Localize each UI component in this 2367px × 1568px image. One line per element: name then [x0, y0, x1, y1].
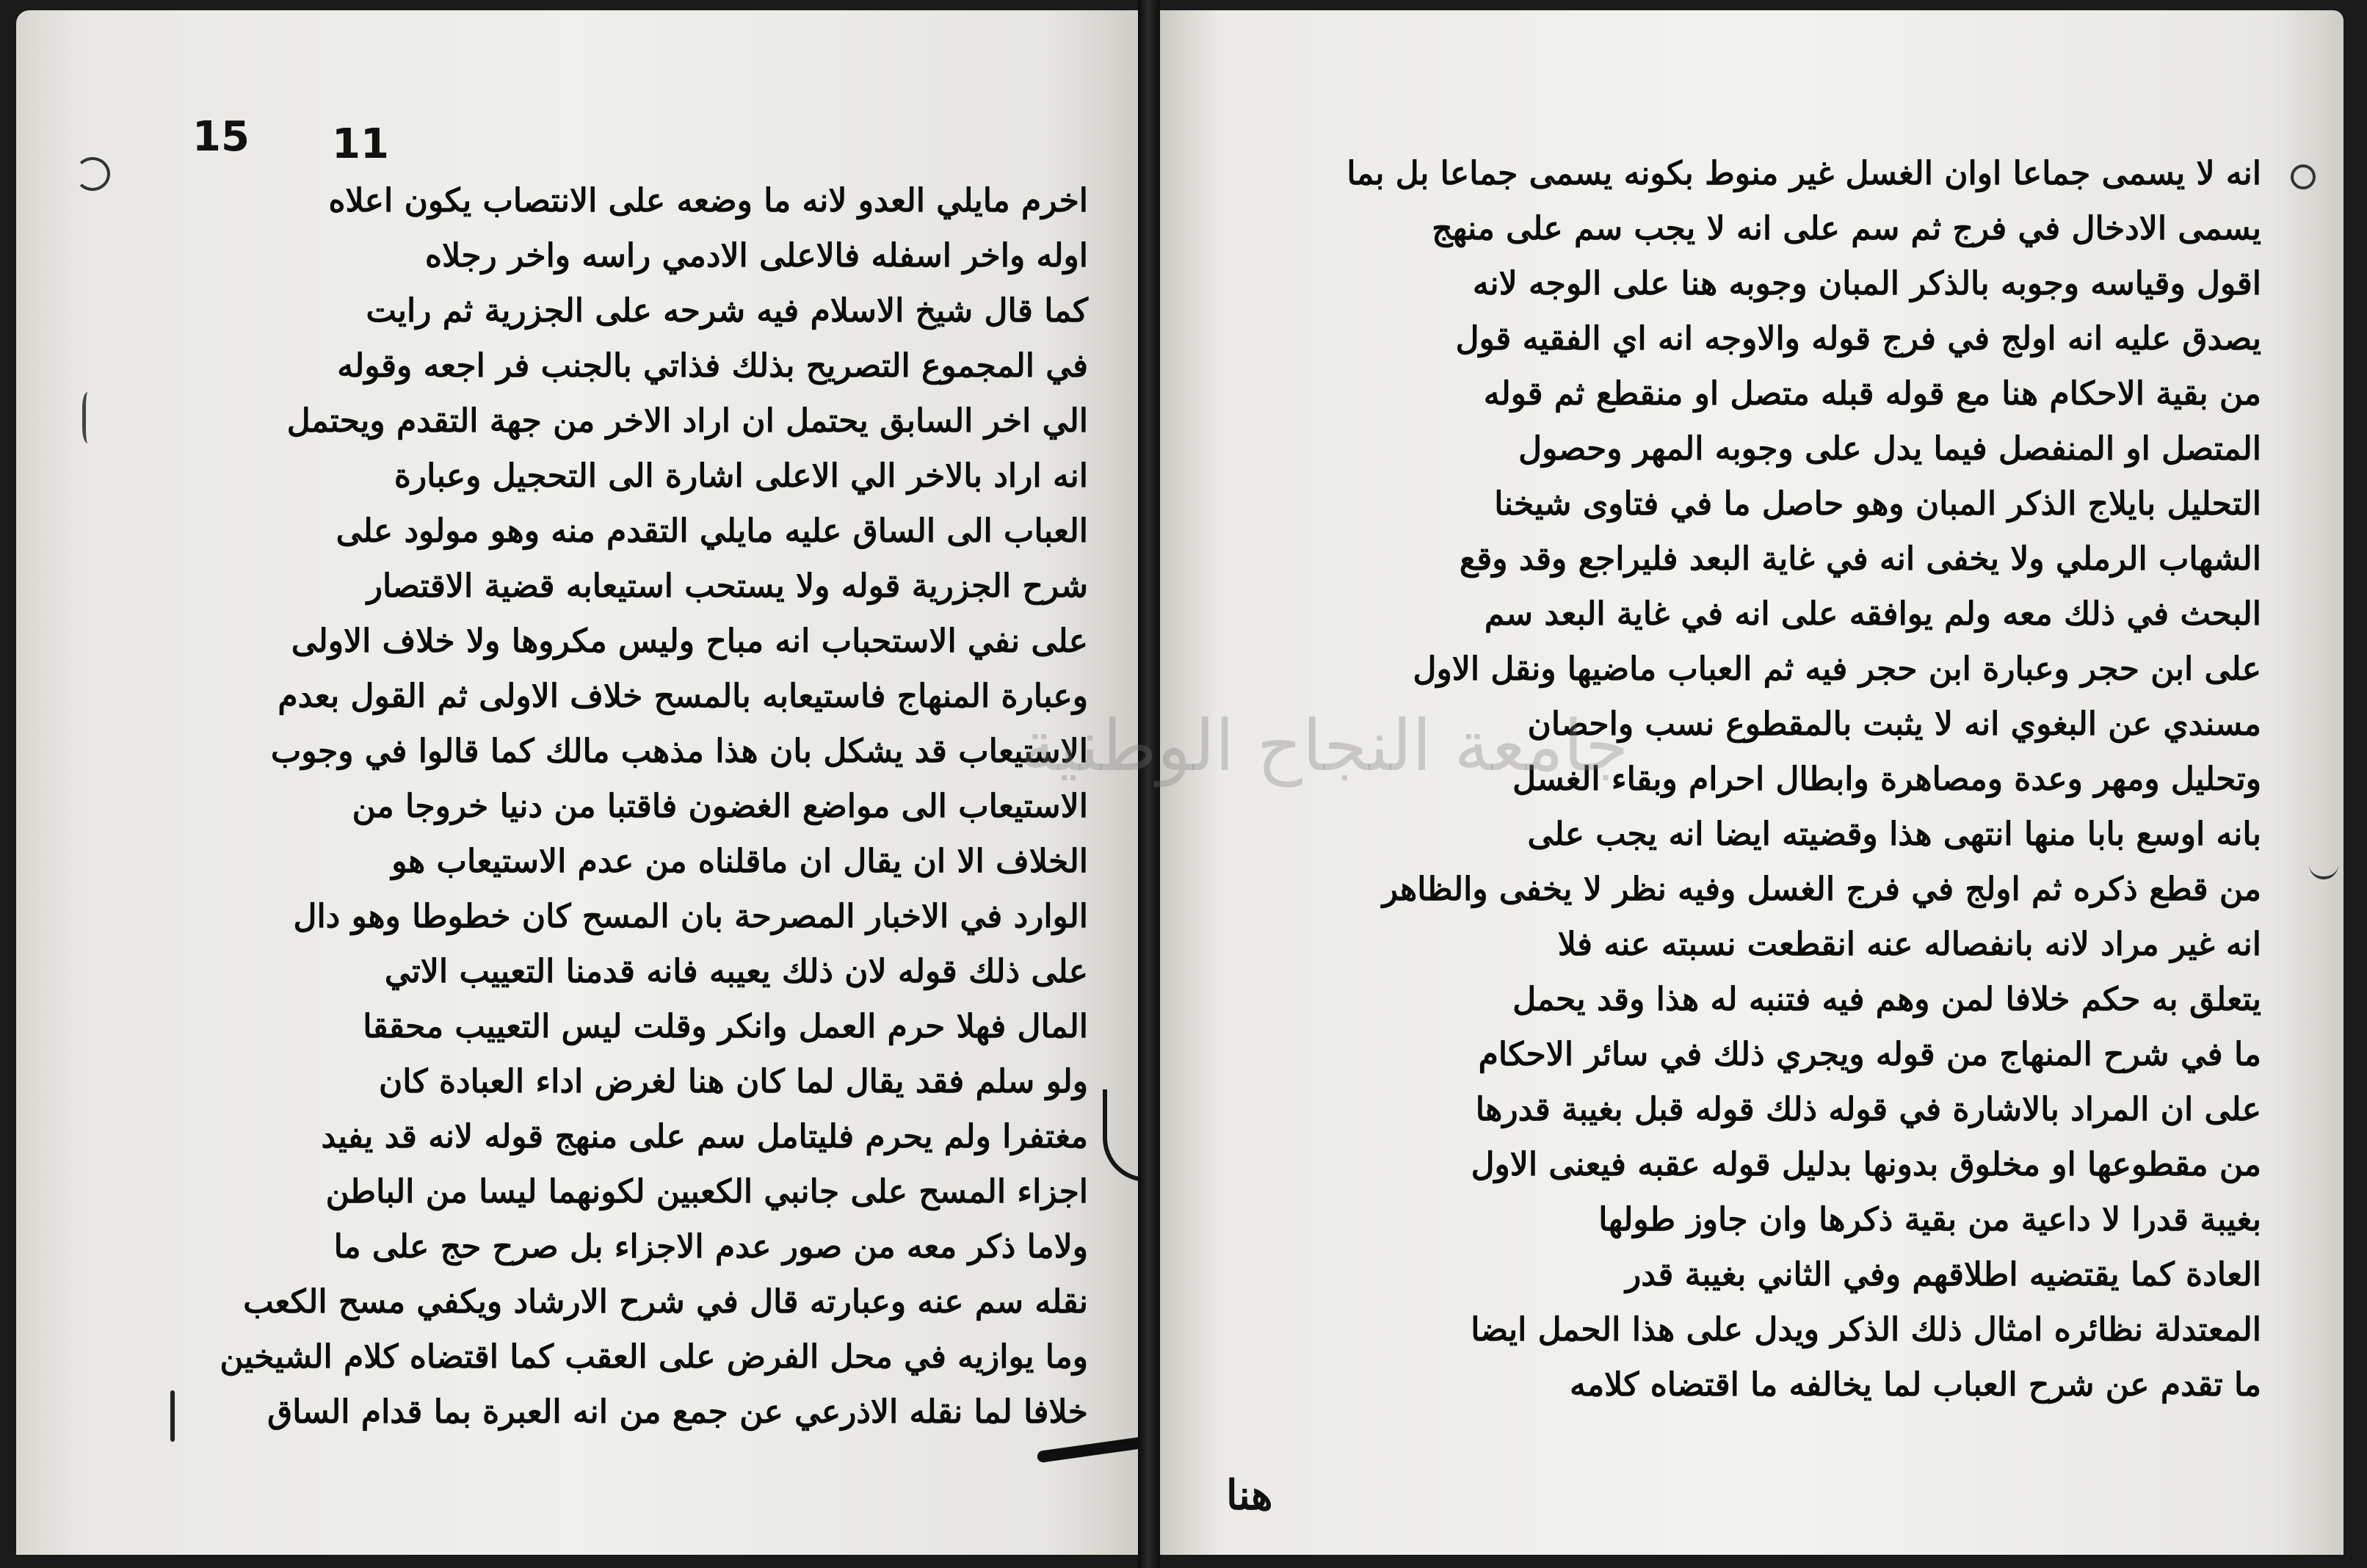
library-watermark: جامعة النجاح الوطنية	[1021, 705, 1629, 787]
text-line: التحليل بايلاج الذكر المبان وهو حاصل ما في فتاوى شيخنا	[1494, 485, 2261, 523]
text-line: من مقطوعها او مخلوق بدونها بدليل قوله عقبه فيعنى الاول	[1471, 1146, 2261, 1183]
margin-stroke-mark	[82, 392, 101, 443]
text-line: الاستيعاب قد يشكل بان هذا مذهب مالك كما قالوا في وجوب	[270, 733, 1088, 770]
text-line: على ابن حجر وعبارة ابن حجر فيه ثم العباب ماضيها ونقل الاول	[1413, 650, 2261, 688]
text-line: كما قال شيخ الاسلام فيه شرحه على الجزرية ثم رايت	[366, 292, 1088, 330]
text-line: بانه اوسع بابا منها انتهى هذا وقضيته ايضا انه يجب على	[1527, 816, 2261, 853]
text-line: الوارد في الاخبار المصرحة بان المسح كان خطوطا وهو دال	[293, 898, 1088, 935]
text-line: يصدق عليه انه اولج في فرج قوله والاوجه انه اي الفقيه قول	[1455, 320, 2261, 357]
text-line: من قطع ذكره ثم اولج في فرج الغسل وفيه نظر لا يخفى والظاهر	[1382, 871, 2261, 908]
ink-curl-mark	[75, 157, 110, 191]
left-page-text	[170, 173, 1088, 1440]
text-line: المتصل او المنفصل فيما يدل على وجوبه المهر وحصول	[1518, 430, 2261, 468]
text-line: على نفي الاستحباب انه مباح وليس مكروها ولا خلاف الاولى	[291, 623, 1088, 660]
text-line: يتعلق به حكم خلافا لمن وهم فيه فتنبه له هذا وقد يحمل	[1512, 981, 2261, 1018]
text-line: بغيبة قدرا لا داعية من بقية ذكرها وان جاوز طولها	[1598, 1201, 2261, 1238]
text-line: على ذلك قوله لان ذلك يعيبه فانه قدمنا التعييب الاتي	[384, 953, 1088, 990]
text-line: الاستيعاب الى مواضع الغضون فاقتبا من دنيا خروجا من	[352, 788, 1088, 825]
text-line: في المجموع التصريح بذلك فذاتي بالجنب فر اجعه وقوله	[337, 347, 1088, 385]
text-line: العباب الى الساق عليه مايلي التقدم منه وهو مولود على	[336, 512, 1088, 550]
folio-number-11: 11	[332, 120, 389, 168]
text-line: مغتفرا ولم يحرم فليتامل سم على منهج قوله لانه قد يفيد	[321, 1118, 1088, 1155]
catchword: هنا	[1226, 1471, 1273, 1520]
text-line: ولو سلم فقد يقال لما كان هنا لغرض اداء العبادة كان	[378, 1063, 1088, 1100]
text-line: الشهاب الرملي ولا يخفى انه في غاية البعد فليراجع وقد وقع	[1459, 540, 2261, 578]
text-line: اقول وقياسه وجوبه بالذكر المبان وجوبه هنا على الوجه لانه	[1472, 265, 2261, 302]
margin-circle-mark	[2291, 164, 2316, 189]
text-line: وعبارة المنهاج فاستيعابه بالمسح خلاف الاولى ثم القول بعدم	[278, 678, 1088, 715]
margin-hook-mark	[2309, 862, 2338, 879]
text-line: نقله سم عنه وعبارته قال في شرح الارشاد ويكفي مسح الكعب	[243, 1283, 1088, 1321]
text-line: شرح الجزرية قوله ولا يستحب استيعابه قضية الاقتصار	[366, 567, 1088, 605]
text-line: الخلاف الا ان يقال ان ماقلناه من عدم الاستيعاب هو	[391, 843, 1088, 880]
text-line: البحث في ذلك معه ولم يوافقه على انه في غاية البعد سم	[1484, 595, 2261, 633]
text-line: ما في شرح المنهاج من قوله ويجري ذلك في سائر الاحكام	[1478, 1036, 2261, 1073]
text-line: اجزاء المسح على جانبي الكعبين لكونهما ليسا من الباطن	[325, 1173, 1088, 1211]
text-line: خلافا لما نقله الاذرعي عن جمع من انه العبرة بما قدام الساق	[267, 1393, 1088, 1431]
text-line: يسمى الادخال في فرج ثم سم على انه لا يجب سم على منهج	[1432, 210, 2261, 247]
text-line: وما يوازيه في محل الفرض على العقب كما اقتضاه كلام الشيخين	[220, 1338, 1088, 1376]
text-line: المال فهلا حرم العمل وانكر وقلت ليس التعييب محققا	[363, 1008, 1088, 1045]
text-line: ما تقدم عن شرح العباب لما يخالفه ما اقتضاه كلامه	[1570, 1366, 2261, 1404]
text-line: اوله واخر اسفله فالاعلى الادمي راسه واخر رجلاه	[425, 237, 1088, 275]
text-line: من بقية الاحكام هنا مع قوله قبله متصل او منقطع ثم قوله	[1483, 375, 2261, 413]
text-line: المعتدلة نظائره امثال ذلك الذكر ويدل على هذا الحمل ايضا	[1471, 1311, 2261, 1349]
marginal-bracket-mark	[1103, 1089, 1138, 1182]
text-line: على ان المراد بالاشارة في قوله ذلك قوله قبل بغيبة قدرها	[1475, 1091, 2261, 1128]
left-page	[16, 10, 1138, 1555]
text-line: مسندي عن البغوي انه لا يثبت بالمقطوع نسب واحصان	[1527, 705, 2261, 743]
text-line: وتحليل ومهر وعدة ومصاهرة وابطال احرام وبقاء الغسل	[1512, 761, 2261, 798]
folio-number-15: 15	[192, 113, 250, 161]
text-line: انه لا يسمى جماعا اوان الغسل غير منوط بكونه يسمى جماعا بل بما	[1346, 155, 2261, 192]
text-line: اخرم مايلي العدو لانه ما وضعه على الانتصاب يكون اعلاه	[328, 182, 1088, 219]
text-line: الي اخر السابق يحتمل ان اراد الاخر من جهة التقدم ويحتمل	[286, 402, 1088, 440]
text-line: العادة كما يقتضيه اطلاقهم وفي الثاني بغيبة قدر	[1625, 1256, 2261, 1293]
text-line: انه غير مراد لانه بانفصاله عنه انقطعت نسبته عنه فلا	[1557, 926, 2261, 963]
text-line: انه اراد بالاخر الي الاعلى اشارة الى التحجيل وعبارة	[394, 457, 1088, 495]
text-line: ولاما ذكر معه من صور عدم الاجزاء بل صرح حج على ما	[333, 1228, 1088, 1266]
